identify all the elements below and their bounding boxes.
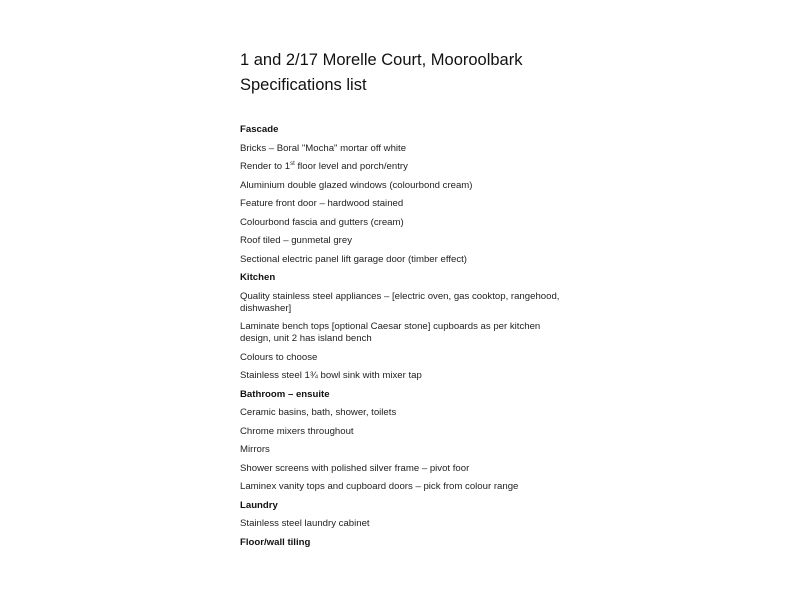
section-heading-kitchen: Kitchen [240,272,276,283]
section-heading-laundry: Laundry [240,499,278,511]
list-item: Laminex vanity tops and cupboard doors – pick from colour range [240,481,519,492]
list-item-render: Render to 1st floor level and porch/entry [240,160,408,172]
list-item: Sectional electric panel lift garage door (timber effect) [240,253,467,265]
section-heading-floor-wall-tiling: Floor/wall tiling [240,536,311,548]
list-item: Aluminium double glazed windows (colourbond cream) [240,179,473,191]
list-item: Ceramic basins, bath, shower, toilets [240,407,397,418]
list-item: Bricks – Boral "Mocha" mortar off white [240,142,407,154]
list-item: Stainless steel 1¾ bowl sink with mixer tap [240,370,422,381]
list-item: Mirrors [240,444,270,455]
list-item: Colours to choose [240,351,318,363]
specifications-list [240,124,570,555]
section-heading-bathroom: Bathroom – ensuite [240,388,330,400]
document-title: 1 and 2/17 Morelle Court, Mooroolbark [240,51,523,69]
list-item: Shower screens with polished silver frame – pivot foor [240,462,470,474]
list-item: Chrome mixers throughout [240,425,354,437]
list-item: Quality stainless steel appliances – [electric oven, gas cooktop, rangehood, dishwasher] [240,290,560,314]
list-item: Feature front door – hardwood stained [240,198,404,209]
section-heading-fascade: Fascade [240,124,279,135]
list-item: Laminate bench tops [optional Caesar stone] cupboards as per kitchen design, unit 2 has island bench [240,321,541,344]
document-title-block [240,48,640,98]
list-item: Colourbond fascia and gutters (cream) [240,216,404,228]
list-item: Roof tiled – gunmetal grey [240,235,352,246]
list-item: Stainless steel laundry cabinet [240,518,370,529]
document-subtitle: Specifications list [240,76,367,94]
